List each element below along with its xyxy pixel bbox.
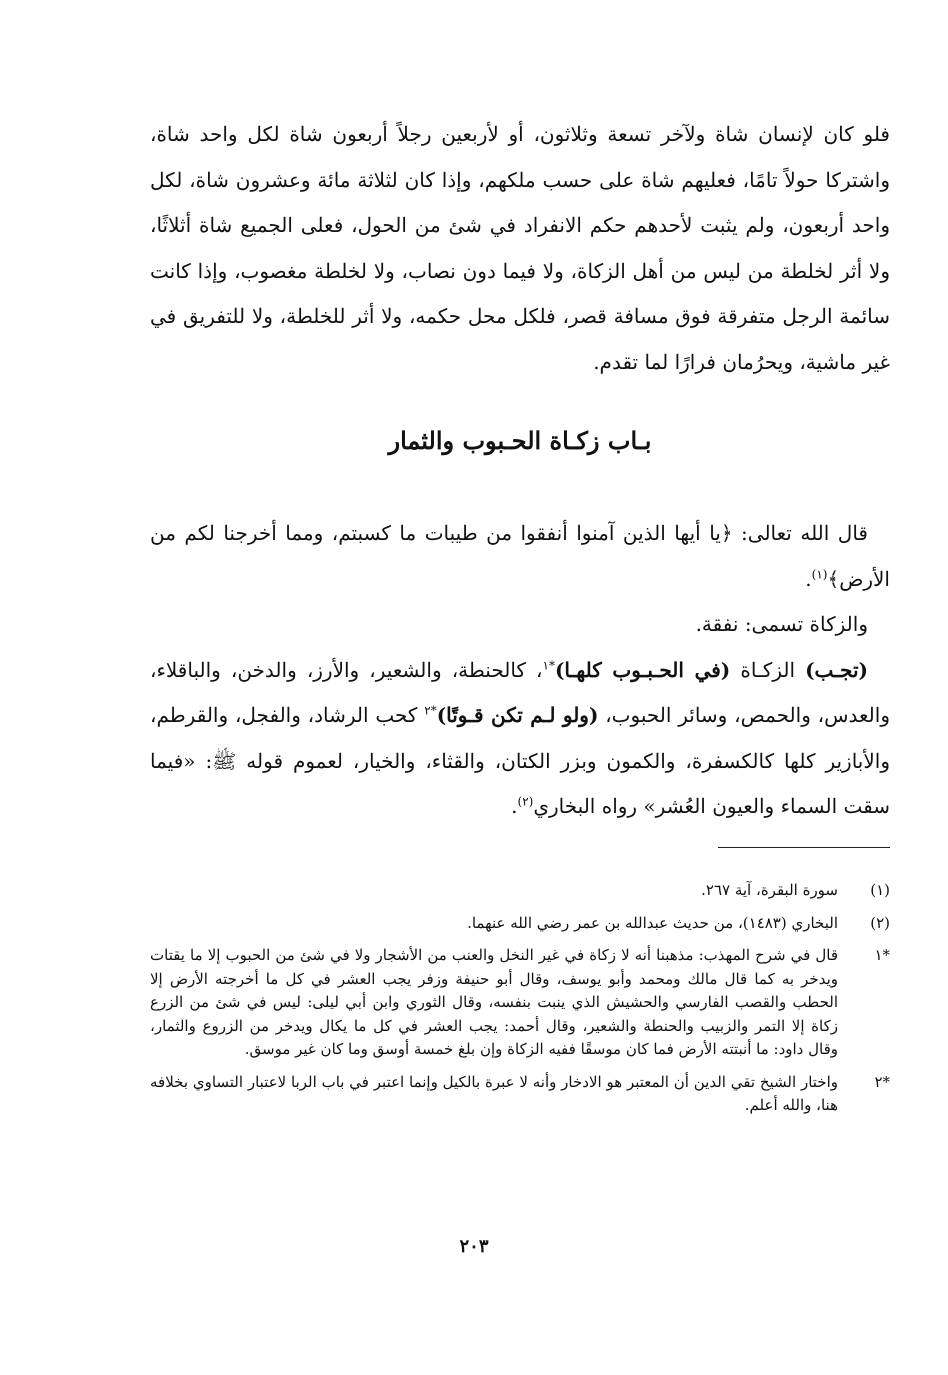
footnote-number: (٢) [870, 913, 890, 932]
top-paragraph: فلو كان لإنسان شاة ولآخر تسعة وثلاثون، أو لأربعين رجلاً أربعون شاة لكل واحد شاة، واشتركا حولاً تامًا، فعليهم شاة على حسب ملكهم، وإذا كان لثلاثة مائة وعشرون شاة، لكل واحد أربعون، ولم يثبت لأحدهم حكم الانفراد في شئ من الحول، فعلى الجميع شاة أثلاثًا، ولا أثر لخلطة من ليس من أهل الزكاة، ولا فيما دون نصاب، ولا لخلطة مغصوب، وإذا كانت سائمة الرجل متفرقة فوق مسافة قصر، فلكل محل حكمه، ولا أثر للخلطة، ولا للتفريق في غير ماشية، ويحرُمان فرارًا لما تقدم. [150, 122, 890, 374]
bold-phrase-2: (في الحـبـوب كلهـا) [554, 657, 731, 682]
footnote-text: قال في شرح المهذب: مذهبنا أنه لا زكاة في غير النخل والعنب من الأشجار ولا في شئ من الحبوب إلا ما يقتات ويدخر به كما قال مالك ومحمد وأبو يوسف، وقال أبو حنيفة وزفر يجب العشر في كل ما أخرجته الأرض إلا الحطب والقصب الفارسي والحشيش الذي ينبت بنفسه، وقال الثوري وابن أبي ليلى: ليس في شئ من الزرع زكاة إلا التمر والزبيب والحنطة والشعير، وقال أحمد: يجب العشر في كل ما يكال ويدخر من الزروع والثمار، وقال داود: ما أنبتته الأرض فما كان موسقًا ففيه الزكاة وإن بلغ خمسة أوسق وما كان غير موسق. [150, 946, 838, 1058]
footnote-ref-1: (١) [811, 566, 828, 581]
note-mark-1: *١ [542, 657, 555, 672]
footnote-number: (١) [870, 881, 890, 899]
verse-end: . [805, 566, 812, 591]
verse-text: قال الله تعالى: ﴿يا أيها الذين آمنوا أنفقوا من طيبات ما كسبتم، ومما أخرجنا لكم من الأرض﴾ [150, 521, 890, 591]
section-heading: بـاب زكـاة الحـبوب والثمار [388, 426, 652, 455]
footnote-divider [718, 847, 890, 848]
note-mark-2: *٢ [424, 703, 437, 718]
footnote-number: *١ [874, 946, 890, 964]
verse-paragraph [150, 511, 890, 602]
main-end: . [511, 794, 518, 818]
footnote-item [150, 944, 890, 1062]
bold-phrase-3: (ولو لـم تكن قـوتًا) [436, 703, 599, 727]
footnote-item [150, 912, 890, 936]
footnote-item [150, 879, 890, 903]
main-paragraph [150, 648, 890, 830]
naming-line: والزكاة تسمى: نفقة. [695, 612, 868, 636]
footnote-ref-2: (٢) [517, 794, 534, 809]
footnote-item [150, 1071, 890, 1118]
main-text-2: ، كالحنطة، والشعير، والأرز، والدخن، والباقلاء، والعدس، والحمص، وسائر الحبوب، [150, 657, 890, 727]
bold-phrase-1: (تجـب) [805, 657, 868, 682]
main-text-3: كحب الرشاد، والفجل، والقرطم، والأبازير كلها كالكسفرة، والكمون وبزر الكتان، والقثاء، والخيار، لعموم قوله ﷺ: «فيما سقت السماء والعيون العُشر» رواه البخاري [150, 703, 890, 818]
footnote-text: واختار الشيخ تقي الدين أن المعتبر هو الادخار وأنه لا عبرة بالكيل وإنما اعتبر في باب الربا لاعتبار التساوي بخلافه هنا، والله أعلم. [150, 1072, 838, 1114]
page-number: ٢٠٣ [459, 1236, 489, 1257]
main-body [150, 511, 890, 830]
footnote-text: البخاري (١٤٨٣)، من حديث عبدالله بن عمر رضي الله عنهما. [467, 913, 838, 932]
footnote-number: *٢ [874, 1072, 890, 1091]
footnotes [150, 879, 890, 1127]
main-text-1: الزكـاة [730, 657, 806, 682]
footnote-text: سورة البقرة، آية ٢٦٧. [701, 881, 838, 899]
